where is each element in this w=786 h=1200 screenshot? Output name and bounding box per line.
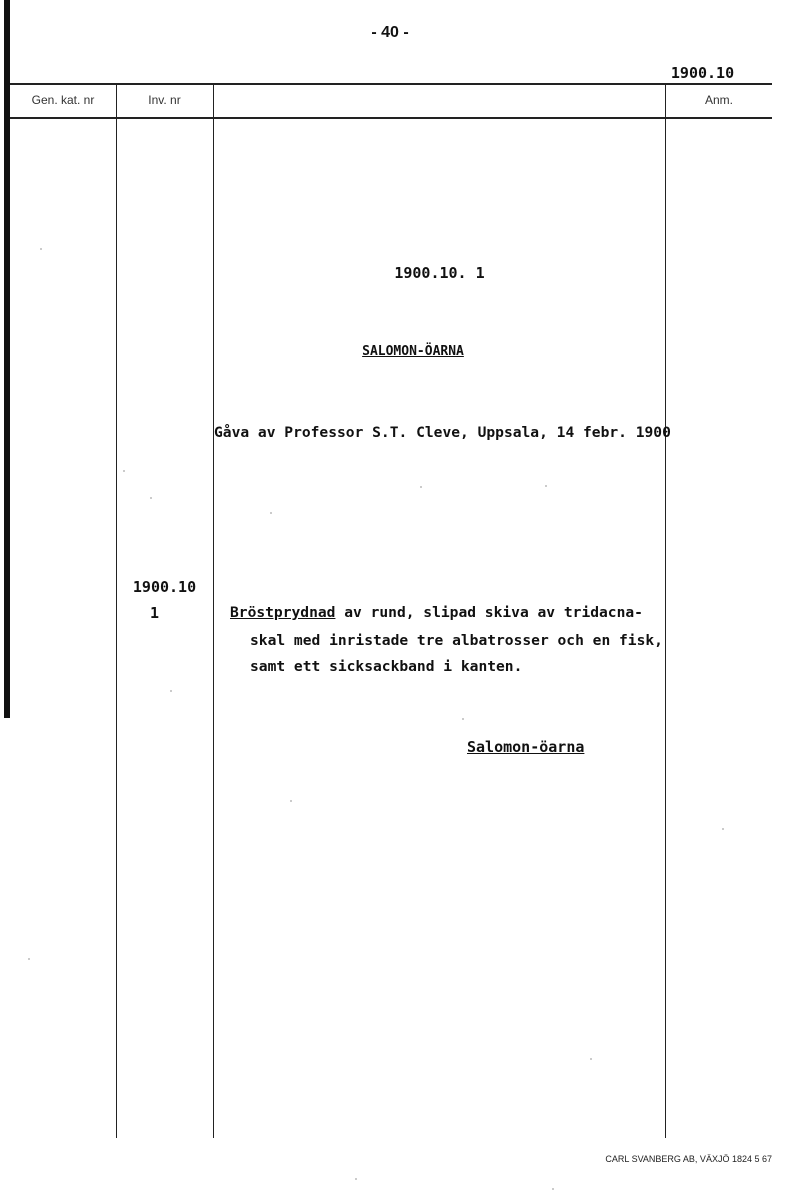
scan-speck — [270, 512, 272, 514]
scan-speck — [462, 718, 464, 720]
description-line-2: skal med inristade tre albatrosser och en fisk, — [250, 632, 663, 649]
scan-speck — [290, 800, 292, 802]
entry-number: 1900.10. 1 — [394, 264, 485, 282]
column-header-anm: Anm. — [704, 93, 733, 107]
description-line-1 — [230, 604, 643, 621]
scan-speck — [170, 690, 172, 692]
scan-speck — [355, 1178, 357, 1180]
region-heading: SALOMON-ÖARNA — [362, 344, 464, 359]
column-divider-1 — [116, 84, 117, 1138]
printer-mark: CARL SVANBERG AB, VÄXJÖ 1824 5 67 — [605, 1154, 772, 1164]
scan-speck — [722, 828, 724, 830]
locality-label: Salomon-öarna — [467, 738, 585, 756]
donation-line: Gåva av Professor S.T. Cleve, Uppsala, 14 febr. 1900 — [214, 424, 671, 441]
scan-speck — [40, 248, 42, 250]
inventory-subnumber: 1 — [150, 604, 160, 622]
column-divider-2 — [213, 84, 214, 1138]
description-line-3: samt ett sicksackband i kanten. — [250, 658, 523, 675]
description-line-1-rest: av rund, slipad skiva av tridacna- — [335, 604, 643, 621]
scan-speck — [28, 958, 30, 960]
scan-speck — [150, 497, 152, 499]
binding-bar — [4, 0, 10, 718]
column-header-inv-nr: Inv. nr — [148, 93, 181, 107]
scan-speck — [123, 470, 125, 472]
header-bottom-rule — [10, 117, 772, 119]
header-top-rule — [10, 83, 772, 85]
scan-speck — [545, 485, 547, 487]
page-number: - 40 - — [371, 24, 409, 41]
column-divider-3 — [665, 84, 666, 1138]
scan-speck — [420, 486, 422, 488]
inventory-number: 1900.10 — [132, 578, 197, 596]
column-header-gen-kat-nr: Gen. kat. nr — [31, 93, 95, 107]
item-name: Bröstprydnad — [230, 604, 336, 621]
scan-speck — [590, 1058, 592, 1060]
sheet-code: 1900.10 — [670, 64, 735, 82]
scan-speck — [552, 1188, 554, 1190]
